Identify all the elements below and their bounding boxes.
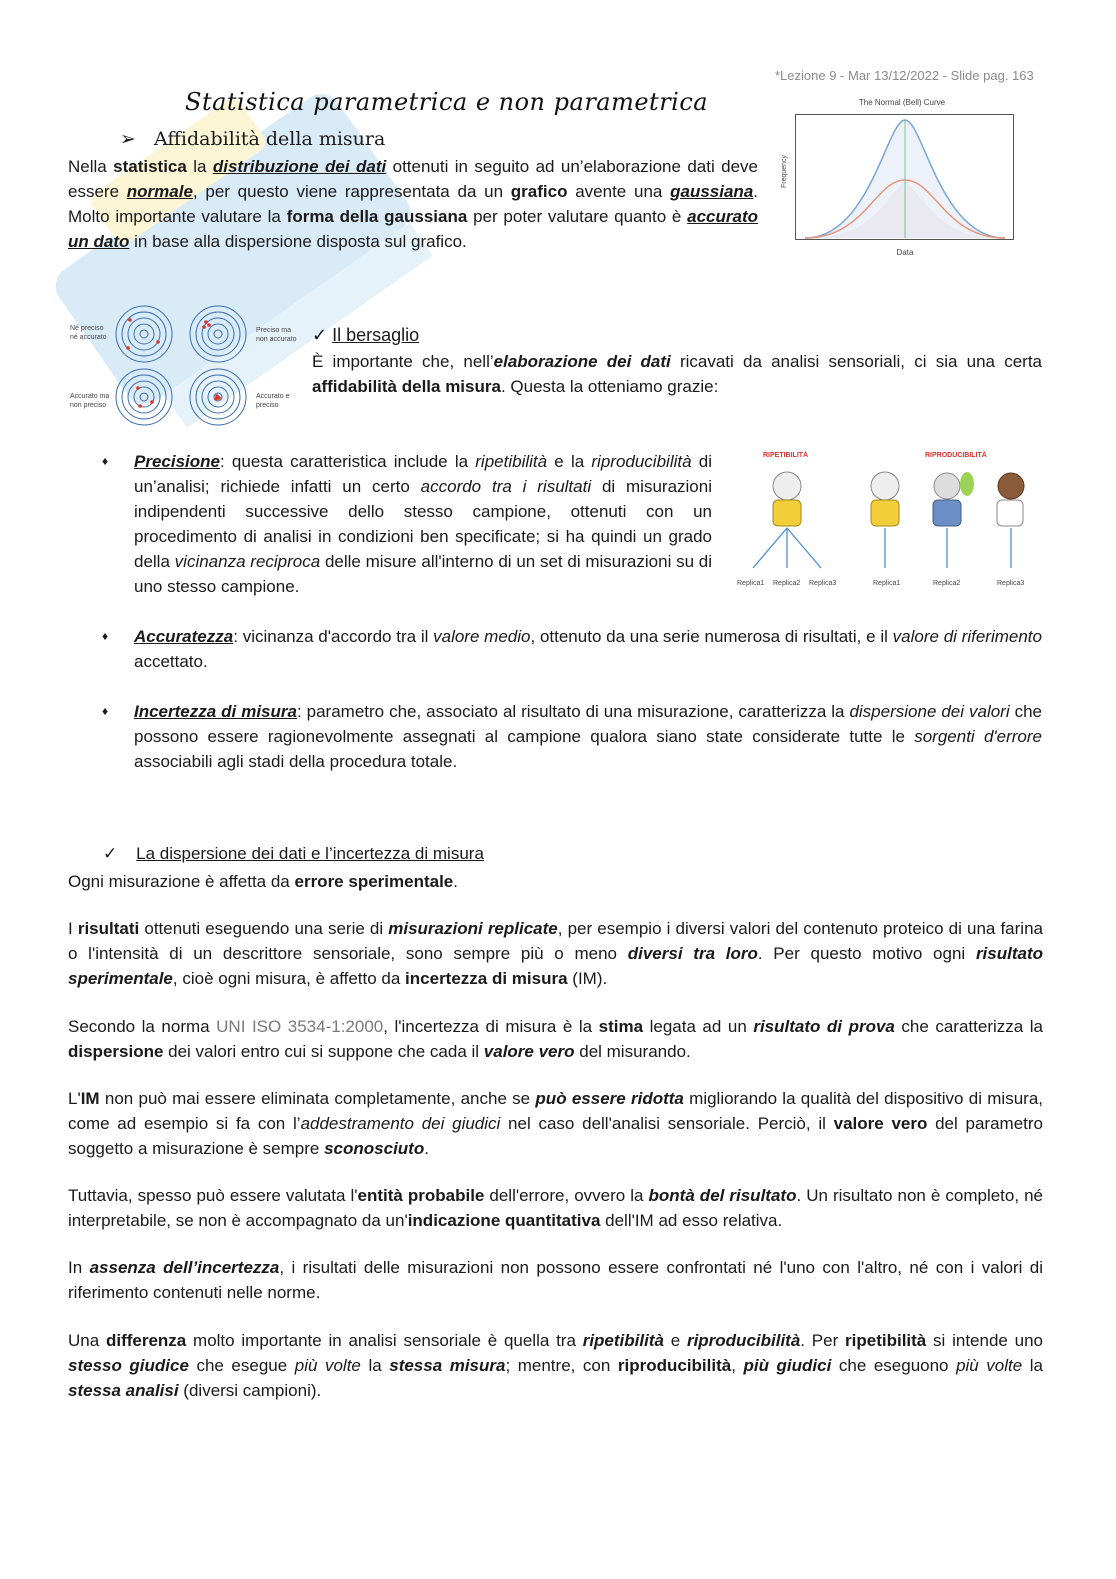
- diamond-bullet-icon: ♦: [102, 704, 109, 718]
- replica-label: Replica3: [997, 580, 1025, 587]
- bullet-precisione: ♦ Precisione: questa caratteristica include la ripetibilità e la riproducibilità di un’analisi; richiede infatti un certo accordo tra i risultati di misurazioni indipendenti successive dello stesso campione, ottenuti con un procedimento di analisi in condizioni ben specificate; si ha quindi un grado della vicinanza reciproca delle misure all'interno di un set di misurazioni su di uno stesso campione.: [134, 449, 712, 599]
- paragraph-bersaglio: È importante che, nell’elaborazione dei dati ricavati da analisi sensoriali, ci sia una certa affidabilità della misura. Questa la otteniamo grazie:: [312, 352, 1043, 396]
- page-title: Statistica parametrica e non parametrica: [185, 88, 709, 116]
- replica-label: Replica2: [933, 580, 961, 587]
- arrow-bullet-icon: ➢: [120, 128, 136, 150]
- bell-ylabel: Frequency: [781, 154, 789, 189]
- heading-text: La dispersione dei dati e l’incertezza di misura: [136, 844, 484, 863]
- diamond-bullet-icon: ♦: [102, 454, 109, 468]
- section-heading-dispersione: [103, 844, 484, 864]
- ripetibilita-title: RIPETIBILITÀ: [763, 452, 809, 459]
- target-label-tl: Né preciso né accurato: [70, 325, 107, 341]
- paragraph-risultati: I risultati ottenuti eseguendo una serie di misurazioni replicate, per esempio i diversi valori del contenuto proteico di una farina o l'intensità di un descrittore sensoriale, sono sempre più o meno diversi tra loro. Per questo motivo ogni risultato sperimentale, cioè ogni misura, è affetto da incertezza di misura (IM).: [68, 919, 1043, 988]
- replica-labels: [735, 580, 1035, 592]
- bell-xlabel: Data: [896, 248, 914, 257]
- paragraph-differenza: Una differenza molto importante in analisi sensoriale è quella tra ripetibilità e riproducibilità. Per ripetibilità si intende uno stesso giudice che esegue più volte la stessa misura; mentre, con riproducibilità, più giudici che eseguono più volte la stessa analisi (diversi campioni).: [68, 1331, 1044, 1400]
- paragraph-im: L'IM non può mai essere eliminata completamente, anche se può essere ridotta migliorando la qualità del dispositivo di misura, come ad esempio si fa con l’addestramento dei giudici nel caso dell'analisi sensoriale. Perciò, il valore vero del parametro soggetto a misurazione è sempre sconosciuto.: [68, 1089, 1044, 1158]
- riproducibilita-title: RIPRODUCIBILITÀ: [925, 452, 987, 459]
- replicas-drawing: [735, 462, 1035, 578]
- scientist-icon: [997, 473, 1024, 526]
- check-icon: ✓: [103, 844, 118, 863]
- bullet-accuratezza: ♦ Accuratezza: vicinanza d'accordo tra il valore medio, ottenuto da una serie numerosa di risultati, e il valore di riferimento accettato.: [134, 624, 1042, 674]
- section-heading-affidabilita: [120, 128, 385, 150]
- bullet-incertezza: ♦ Incertezza di misura: parametro che, associato al risultato di una misurazione, caratterizza la dispersione dei valori che possono essere ragionevolmente assegnati al campione qualora siano state considerate tutte le sorgenti d'errore associabili agli stadi della procedura totale.: [134, 699, 1042, 774]
- target-label-tr: Preciso ma non accurato: [256, 327, 297, 343]
- target-label-bl: Accurato ma non preciso: [70, 393, 110, 409]
- bell-plot: [795, 114, 1015, 240]
- scientist-icon: [871, 472, 899, 526]
- target-label-br: Accurato e preciso: [256, 393, 290, 409]
- bell-curve-figure: [782, 98, 1022, 260]
- paragraph-affidabilita: Nella statistica la distribuzione dei dati ottenuti in seguito ad un’elaborazione dati deve essere normale, per questo viene rappresentata da un grafico avente una gaussiana. Molto importante valutare la forma della gaussiana per poter valutare quanto è accurato un dato in base alla dispersione disposta sul grafico.: [68, 157, 759, 251]
- replica-label: Replica3: [809, 580, 837, 587]
- heading-text: Affidabilità della misura: [154, 128, 386, 150]
- replicas-figure: [735, 448, 1035, 593]
- paragraph-norma: Secondo la norma UNI ISO 3534-1:2000, l'incertezza di misura è la stima legata ad un risultato di prova che caratterizza la dispersione dei valori entro cui si suppone che cada il valore vero del misurando.: [68, 1017, 1043, 1061]
- paragraph-entita: Tuttavia, spesso può essere valutata l'entità probabile dell'errore, ovvero la bontà del risultato. Un risultato non è completo, né interpretabile, se non è accompagnato da un'indicazione quantitativa dell'IM ad esso relativa.: [68, 1186, 1044, 1230]
- bell-title: The Normal (Bell) Curve: [858, 98, 946, 107]
- paragraph-errore: Ogni misurazione è affetta da errore sperimentale.: [68, 872, 458, 891]
- targets-drawing: [68, 302, 300, 430]
- heading-text: Il bersaglio: [332, 325, 420, 345]
- diamond-bullet-icon: ♦: [102, 629, 109, 643]
- targets-figure: [68, 302, 300, 430]
- replica-label: Replica2: [773, 580, 801, 587]
- section-heading-bersaglio: [312, 325, 419, 346]
- replica-label: Replica1: [737, 580, 765, 587]
- scientist-icon: [773, 472, 801, 526]
- paragraph-assenza: In assenza dell’incertezza, i risultati delle misurazioni non possono essere confrontati né l'uno con l'altro, né con i valori di riferimento contenuti nelle norme.: [68, 1258, 1044, 1302]
- scientist-icon: [933, 472, 974, 526]
- norma-link[interactable]: UNI ISO 3534-1:2000: [216, 1017, 384, 1036]
- lecture-reference: *Lezione 9 - Mar 13/12/2022 - Slide pag. 163: [775, 68, 1034, 83]
- check-icon: ✓: [312, 325, 328, 345]
- replica-label: Replica1: [873, 580, 901, 587]
